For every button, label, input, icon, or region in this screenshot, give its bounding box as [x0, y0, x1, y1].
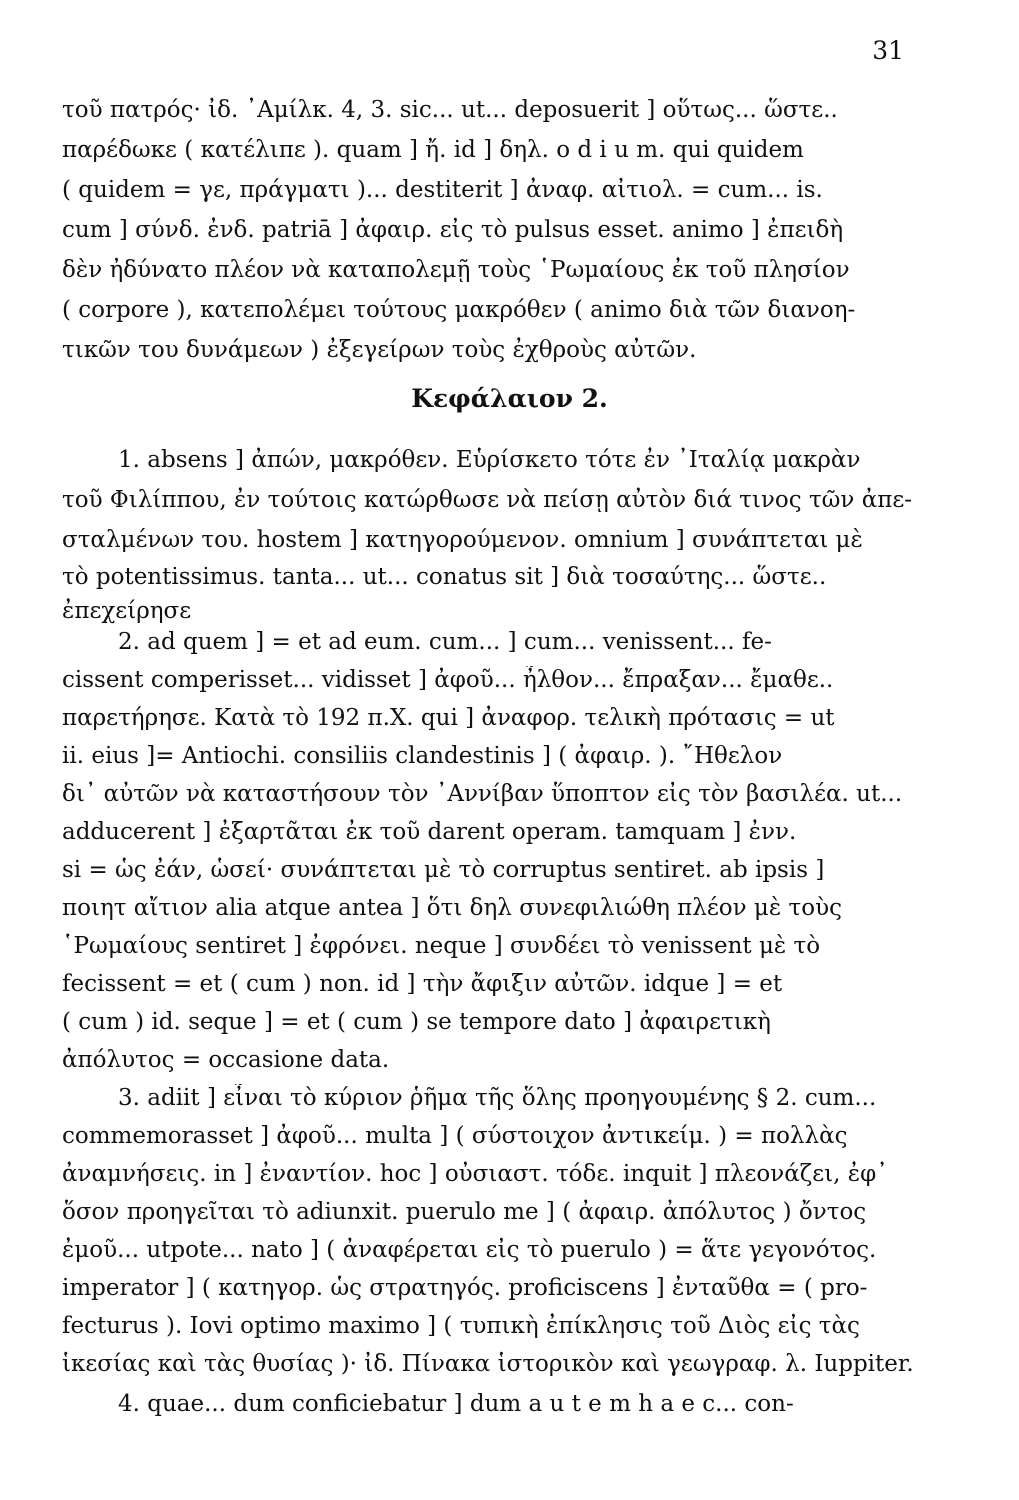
text-line: δι᾿ αὐτῶν νὰ καταστήσουν τὸν ᾿Αννίβαν ὕποπτον εἰς τὸν βασιλέα. ut...	[62, 781, 903, 807]
text-line: τικῶν του δυνάμεων ) ἐξεγείρων τοὺς ἐχθροὺς αὐτῶν.	[62, 337, 697, 363]
text-line: ἐπεχείρησε	[62, 598, 192, 624]
text-line: δὲν ἠδύνατο πλέον νὰ καταπολεμῇ τοὺς ῾Ρωμαίους ἐκ τοῦ πλησίον	[62, 257, 850, 283]
text-line: ἀπόλυτος = occasione data.	[62, 1047, 390, 1073]
text-line: ἱκεσίας καὶ τὰς θυσίας )· ἰδ. Πίνακα ἱστορικὸν καὶ γεωγραφ. λ. Iuppiter.	[62, 1351, 914, 1377]
text-line: ( quidem = γε, πράγματι )... destiterit ] ἀναφ. αἰτιολ. = cum... is.	[62, 177, 823, 203]
text-line: adducerent ] ἐξαρτᾶται ἐκ τοῦ darent operam. tamquam ] ἐνν.	[62, 819, 797, 845]
text-line: fecissent = et ( cum ) non. id ] τὴν ἄφιξιν αὐτῶν. idque ] = et	[62, 971, 783, 997]
section-heading: Κεφάλαιον 2.	[411, 384, 608, 413]
page-number: 31	[872, 36, 904, 65]
text-line: τὸ potentissimus. tanta... ut... conatus sit ] διὰ τοσαύτης... ὥστε..	[62, 564, 827, 590]
text-line: τοῦ Φιλίππου, ἐν τούτοις κατώρθωσε νὰ πείσῃ αὐτὸν διά τινος τῶν ἀπε-	[62, 487, 913, 513]
text-line: ( corpore ), κατεπολέμει τούτους μακρόθεν ( animo διὰ τῶν διανοη-	[62, 297, 856, 323]
text-line: fecturus ). Iovi optimo maximo ] ( τυπικὴ ἐπίκλησις τοῦ Διὸς εἰς τὰς	[62, 1313, 860, 1339]
text-line: ( cum ) id. seque ] = et ( cum ) se tempore dato ] ἀφαιρετικὴ	[62, 1009, 771, 1035]
paragraph-start-line: 3. adiit ] εἶναι τὸ κύριον ῥῆμα τῆς ὅλης προηγουμένης § 2. cum...	[118, 1085, 877, 1111]
text-line: παρέδωκε ( κατέλιπε ). quam ] ἤ. id ] δηλ. o d i u m. qui quidem	[62, 137, 804, 163]
text-line: cissent comperisset... vidisset ] ἀφοῦ... ἦλθον... ἔπραξαν... ἔμαθε..	[62, 667, 834, 693]
text-line: ποιητ αἴτιον alia atque antea ] ὅτι δηλ συνεφιλιώθη πλέον μὲ τοὺς	[62, 895, 842, 921]
paragraph-start-line: 2. ad quem ] = et ad eum. cum... ] cum... venissent... fe-	[118, 629, 772, 655]
paragraph-start-line: 1. absens ] ἀπών, μακρόθεν. Εὑρίσκετο τότε ἐν ᾿Ιταλίᾳ μακρὰν	[118, 447, 861, 473]
text-line: si = ὡς ἐάν, ὡσεί· συνάπτεται μὲ τὸ corruptus sentiret. ab ipsis ]	[62, 857, 825, 883]
text-line: ἀναμνήσεις. in ] ἐναντίον. hoc ] οὐσιαστ. τόδε. inquit ] πλεονάζει, ἐφ᾿	[62, 1161, 888, 1187]
text-line: ii. eius ]= Antiochi. consiliis clandestinis ] ( ἀφαιρ. ). ῎Ηθελον	[62, 743, 783, 769]
text-line: ῾Ρωμαίους sentiret ] ἐφρόνει. neque ] συνδέει τὸ venissent μὲ τὸ	[62, 933, 821, 959]
text-line: imperator ] ( κατηγορ. ὡς στρατηγός. proficiscens ] ἐνταῦθα = ( pro-	[62, 1275, 868, 1301]
text-line: παρετήρησε. Κατὰ τὸ 192 π.Χ. qui ] ἀναφορ. τελικὴ πρότασις = ut	[62, 705, 835, 731]
text-line: cum ] σύνδ. ἐνδ. patriā ] ἀφαιρ. εἰς τὸ pulsus esset. animo ] ἐπειδὴ	[62, 217, 844, 243]
text-line: τοῦ πατρός· ἰδ. ᾿Αμίλκ. 4, 3. sic... ut... deposuerit ] οὕτως... ὥστε..	[62, 97, 838, 123]
text-line: commemorasset ] ἀφοῦ... multa ] ( σύστοιχον ἀντικείμ. ) = πολλὰς	[62, 1123, 848, 1149]
text-line: ἐμοῦ... utpote... nato ] ( ἀναφέρεται εἰς τὸ puerulo ) = ἅτε γεγονότος.	[62, 1237, 877, 1263]
text-line: ὅσον προηγεῖται τὸ adiunxit. puerulo me ] ( ἀφαιρ. ἀπόλυτος ) ὄντος	[62, 1199, 867, 1225]
paragraph-start-line: 4. quae... dum conficiebatur ] dum a u t e m h a e c... con-	[118, 1391, 794, 1417]
text-line: σταλμένων του. hostem ] κατηγορούμενον. omnium ] συνάπτεται μὲ	[62, 527, 863, 553]
